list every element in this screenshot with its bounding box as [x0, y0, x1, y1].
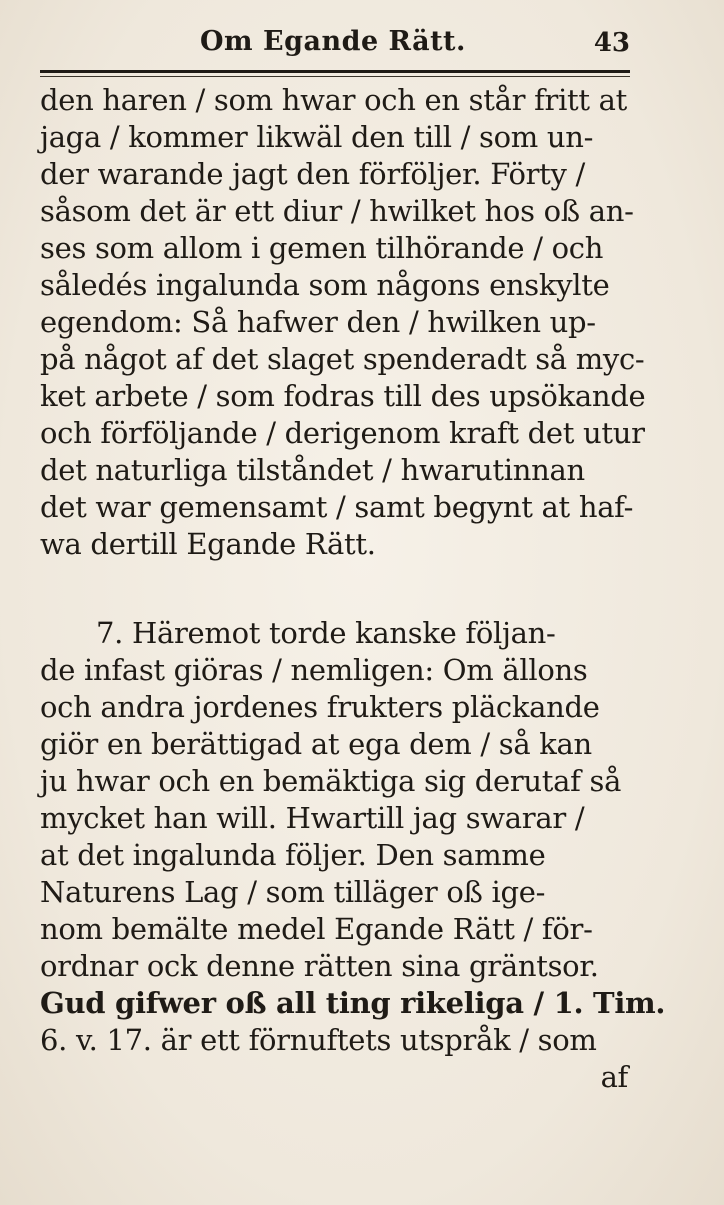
text-line: egendom: Så hafwer den / hwilken up- — [40, 305, 596, 339]
text-line: och förföljande / derigenom kraft det utur — [40, 416, 645, 450]
header-rule — [40, 70, 630, 73]
text-line: 7. Häremot torde kanske följan- — [96, 616, 556, 650]
page-header — [40, 22, 630, 66]
text-line: det war gemensamt / samt begynt at haf- — [40, 490, 634, 524]
text-line: at det ingalunda följer. Den samme — [40, 838, 546, 872]
running-head: Om Egande Rätt. — [200, 26, 466, 57]
text-line: Gud gifwer oß all ting rikeliga / 1. Tim. — [40, 986, 666, 1020]
text-line: wa dertill Egande Rätt. — [40, 527, 376, 561]
text-line: och andra jordenes frukters pläckande — [40, 690, 600, 724]
header-rule-thin — [40, 76, 630, 77]
paragraph-gap — [40, 563, 640, 615]
text-line: ju hwar och en bemäktiga sig derutaf så — [40, 764, 622, 798]
text-line: nom bemälte medel Egande Rätt / för- — [40, 912, 593, 946]
page-number: 43 — [593, 28, 630, 58]
text-line: de infast giöras / nemligen: Om ällons — [40, 653, 588, 687]
text-line: ordnar ock denne rätten sina gräntsor. — [40, 949, 599, 983]
catchword: af — [600, 1060, 628, 1094]
body-text — [40, 82, 666, 1096]
text-line: på något af det slaget spenderadt så myc- — [40, 342, 645, 376]
text-line: såledés ingalunda som någons enskylte — [40, 268, 610, 302]
text-line: såsom det är ett diur / hwilket hos oß an- — [40, 194, 634, 228]
text-line: 6. v. 17. är ett förnuftets utspråk / som — [40, 1023, 597, 1057]
text-line: jaga / kommer likwäl den till / som un- — [40, 120, 594, 154]
paragraph-1 — [40, 82, 646, 563]
text-line: mycket han will. Hwartill jag swarar / — [40, 801, 585, 835]
text-line: giör en berättigad at ega dem / så kan — [40, 727, 592, 761]
text-line: det naturliga tilståndet / hwarutinnan — [40, 453, 585, 487]
text-line: den haren / som hwar och en står fritt at — [40, 83, 628, 117]
paragraph-2 — [40, 615, 666, 1059]
text-line: Naturens Lag / som tilläger oß ige- — [40, 875, 546, 909]
text-line: der warande jagt den förföljer. Förty / — [40, 157, 586, 191]
text-line: ket arbete / som fodras till des upsökande — [40, 379, 646, 413]
text-line: ses som allom i gemen tilhörande / och — [40, 231, 604, 265]
